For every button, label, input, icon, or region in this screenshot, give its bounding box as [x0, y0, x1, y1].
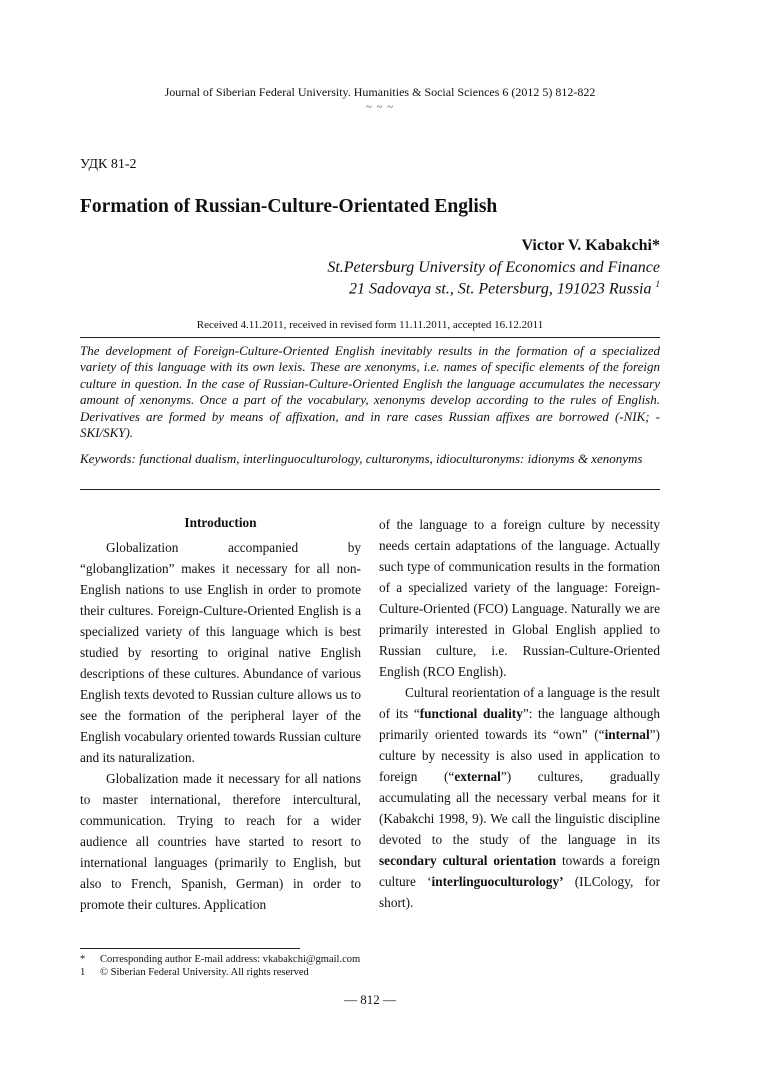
footnote: [80, 966, 309, 979]
abstract-top-rule: [80, 337, 660, 338]
right-column: [379, 514, 660, 913]
keywords: Keywords: functional dualism, interlinguoculturology, culturonyms, idioculturonyms: idionyms & xenonyms: [80, 451, 643, 466]
footnote: [80, 953, 360, 966]
footnote-text: Corresponding author E-mail address: vkabakchi@gmail.com: [100, 954, 361, 965]
term-secondary-cultural-orientation: secondary cultural orientation: [379, 853, 557, 868]
page-number: — 812 —: [344, 992, 396, 1007]
journal-header: Journal of Siberian Federal University. Humanities & Social Sciences 6 (2012 5) 812-822: [164, 85, 596, 99]
author-address: [349, 279, 660, 298]
received-dates: Received 4.11.2011, received in revised form 11.11.2011, accepted 16.12.2011: [196, 319, 544, 331]
paragraph: Cultural reorientation of a language is the result of its “functional duality”: the language although primarily oriented towards its “own” (“internal”) culture by necessity is also used in application to foreign (“external”) cultures, gradually accumulating all the necessary verbal means for it (Kabakchi 1998, 9). We call the linguistic discipline devoted to the study of the language in its secondary cultural orientation towards a foreign culture ‘interlinguoculturology’ (ILCology, for short).: [379, 685, 661, 910]
footnote-text: © Siberian Federal University. All rights reserved: [100, 967, 309, 978]
author-affiliation: St.Petersburg University of Economics and Finance: [327, 259, 660, 276]
paragraph: Globalization made it necessary for all nations to master international, therefore intercultural, communication. Trying to reach for a wider audience all countries have started to resort to international languages (primarily to English, but also to French, Spanish, German) in order to promote their cultures. Application: [80, 771, 361, 912]
author-address-text: 21 Sadovaya st., St. Petersburg, 191023 Russia: [349, 280, 656, 298]
paragraph: of the language to a foreign culture by necessity needs certain adaptations of the language. Actually such type of communication results in the formation of a specialized variety of the language: Foreign-Culture-Oriented (FCO) Language. Naturally we are primarily interested in Global English applied to Russian culture, i.e. Russian-Culture-Oriented English (RCO English).: [379, 517, 660, 679]
abstract: The development of Foreign-Culture-Oriented English inevitably results in the formation of a specialized variety of this language with its own lexis. These are xenonyms, i.e. names of specific elements of the foreign culture in question. In the case of Russian-Culture-Oriented English the language accumulates the necessary amount of xenonyms. Once a part of the vocabulary, xenonyms develop according to the rules of English. Derivatives are formed by means of affixation, and in rare cases Russian affixes are borrowed (-NIK; -SKI/SKY).: [80, 343, 660, 441]
footnote-mark: *: [80, 954, 86, 965]
section-heading: Introduction: [184, 515, 257, 530]
author-name: Victor V. Kabakchi*: [521, 237, 660, 254]
footnote-rule: [80, 948, 300, 949]
paragraph: Globalization accompanied by “globanglization” makes it necessary for all non-English nations to use English in order to promote their cultures. Foreign-Culture-Oriented English is a specialized variety of this language which is best studied by resorting to original native English descriptions of these cultures. Abundance of various English texts devoted to Russian culture allows us to see the formation of the peripheral layer of the English vocabulary oriented towards Russian culture and its naturalization.: [80, 540, 362, 765]
article-title: Formation of Russian-Culture-Orientated English: [80, 196, 498, 217]
footnote-mark: 1: [80, 967, 86, 978]
term-interlinguoculturology: interlinguoculturology’: [431, 874, 564, 889]
term-internal: internal: [604, 727, 650, 742]
header-ornament: ~ ~ ~: [365, 101, 395, 113]
udk-code: УДК 81-2: [80, 157, 137, 172]
term-functional-duality: functional duality: [419, 706, 523, 721]
footnote-marker: 1: [655, 279, 660, 289]
term-external: external: [454, 769, 501, 784]
abstract-bottom-rule: [80, 489, 660, 490]
left-column: [80, 514, 361, 915]
